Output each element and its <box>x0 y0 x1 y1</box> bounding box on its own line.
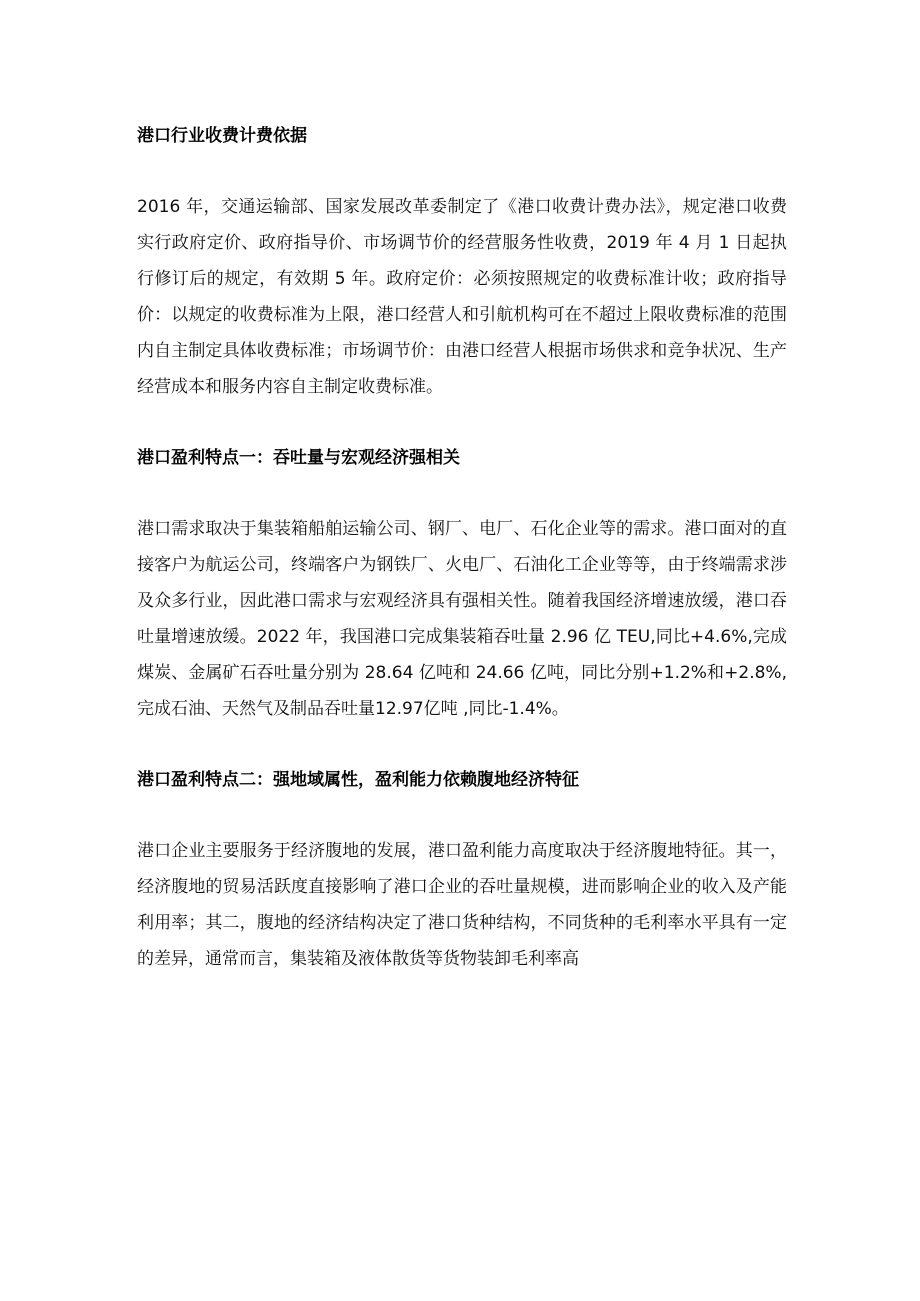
section-paragraph-profit-feature-two: 港口企业主要服务于经济腹地的发展，港口盈利能力高度取决于经济腹地特征。其一，经济腹地的贸易活跃度直接影响了港口企业的吞吐量规模，进而影响企业的收入及产能利用率；其二，腹地的经济结构决定了港口货种结构，不同货种的毛利率水平具有一定的差异，通常而言，集装箱及液体散货等货物装卸毛利率高 <box>137 841 787 969</box>
section-paragraph-fee-basis: 2016 年，交通运输部、国家发展改革委制定了《港口收费计费办法》，规定港口收费实行政府定价、政府指导价、市场调节价的经营服务性收费，2019 年 4 月 1 日起执行修订后的规定，有效期 5 年。政府定价：必须按照规定的收费标准计收；政府指导价：以规定的收费标准为上限，港口经营人和引航机构可在不超过上限收费标准的范围内自主制定具体收费标准；市场调节价：由港口经营人根据市场供求和竞争状况、生产经营成本和服务内容自主制定收费标准。 <box>137 197 787 397</box>
section-heading-profit-feature-one: 港口盈利特点一：吞吐量与宏观经济强相关 <box>137 448 460 468</box>
section-heading-fee-basis: 港口行业收费计费依据 <box>137 126 307 146</box>
document-body <box>137 118 787 977</box>
section-heading-profit-feature-two: 港口盈利特点二：强地域属性，盈利能力依赖腹地经济特征 <box>137 770 579 790</box>
section-paragraph-profit-feature-one: 港口需求取决于集装箱船舶运输公司、钢厂、电厂、石化企业等的需求。港口面对的直接客户为航运公司，终端客户为钢铁厂、火电厂、石油化工企业等等，由于终端需求涉及众多行业，因此港口需求与宏观经济具有强相关性。随着我国经济增速放缓，港口吞吐量增速放缓。2022 年，我国港口完成集装箱吞吐量 2.96 亿 TEU,同比+4.6%,完成煤炭、金属矿石吞吐量分别为 28.64 亿吨和 24.66 亿吨，同比分别+1.2%和+2.8%,完成石油、天然气及制品吞吐量12.97亿吨 ,同比-1.4%。 <box>137 519 787 719</box>
